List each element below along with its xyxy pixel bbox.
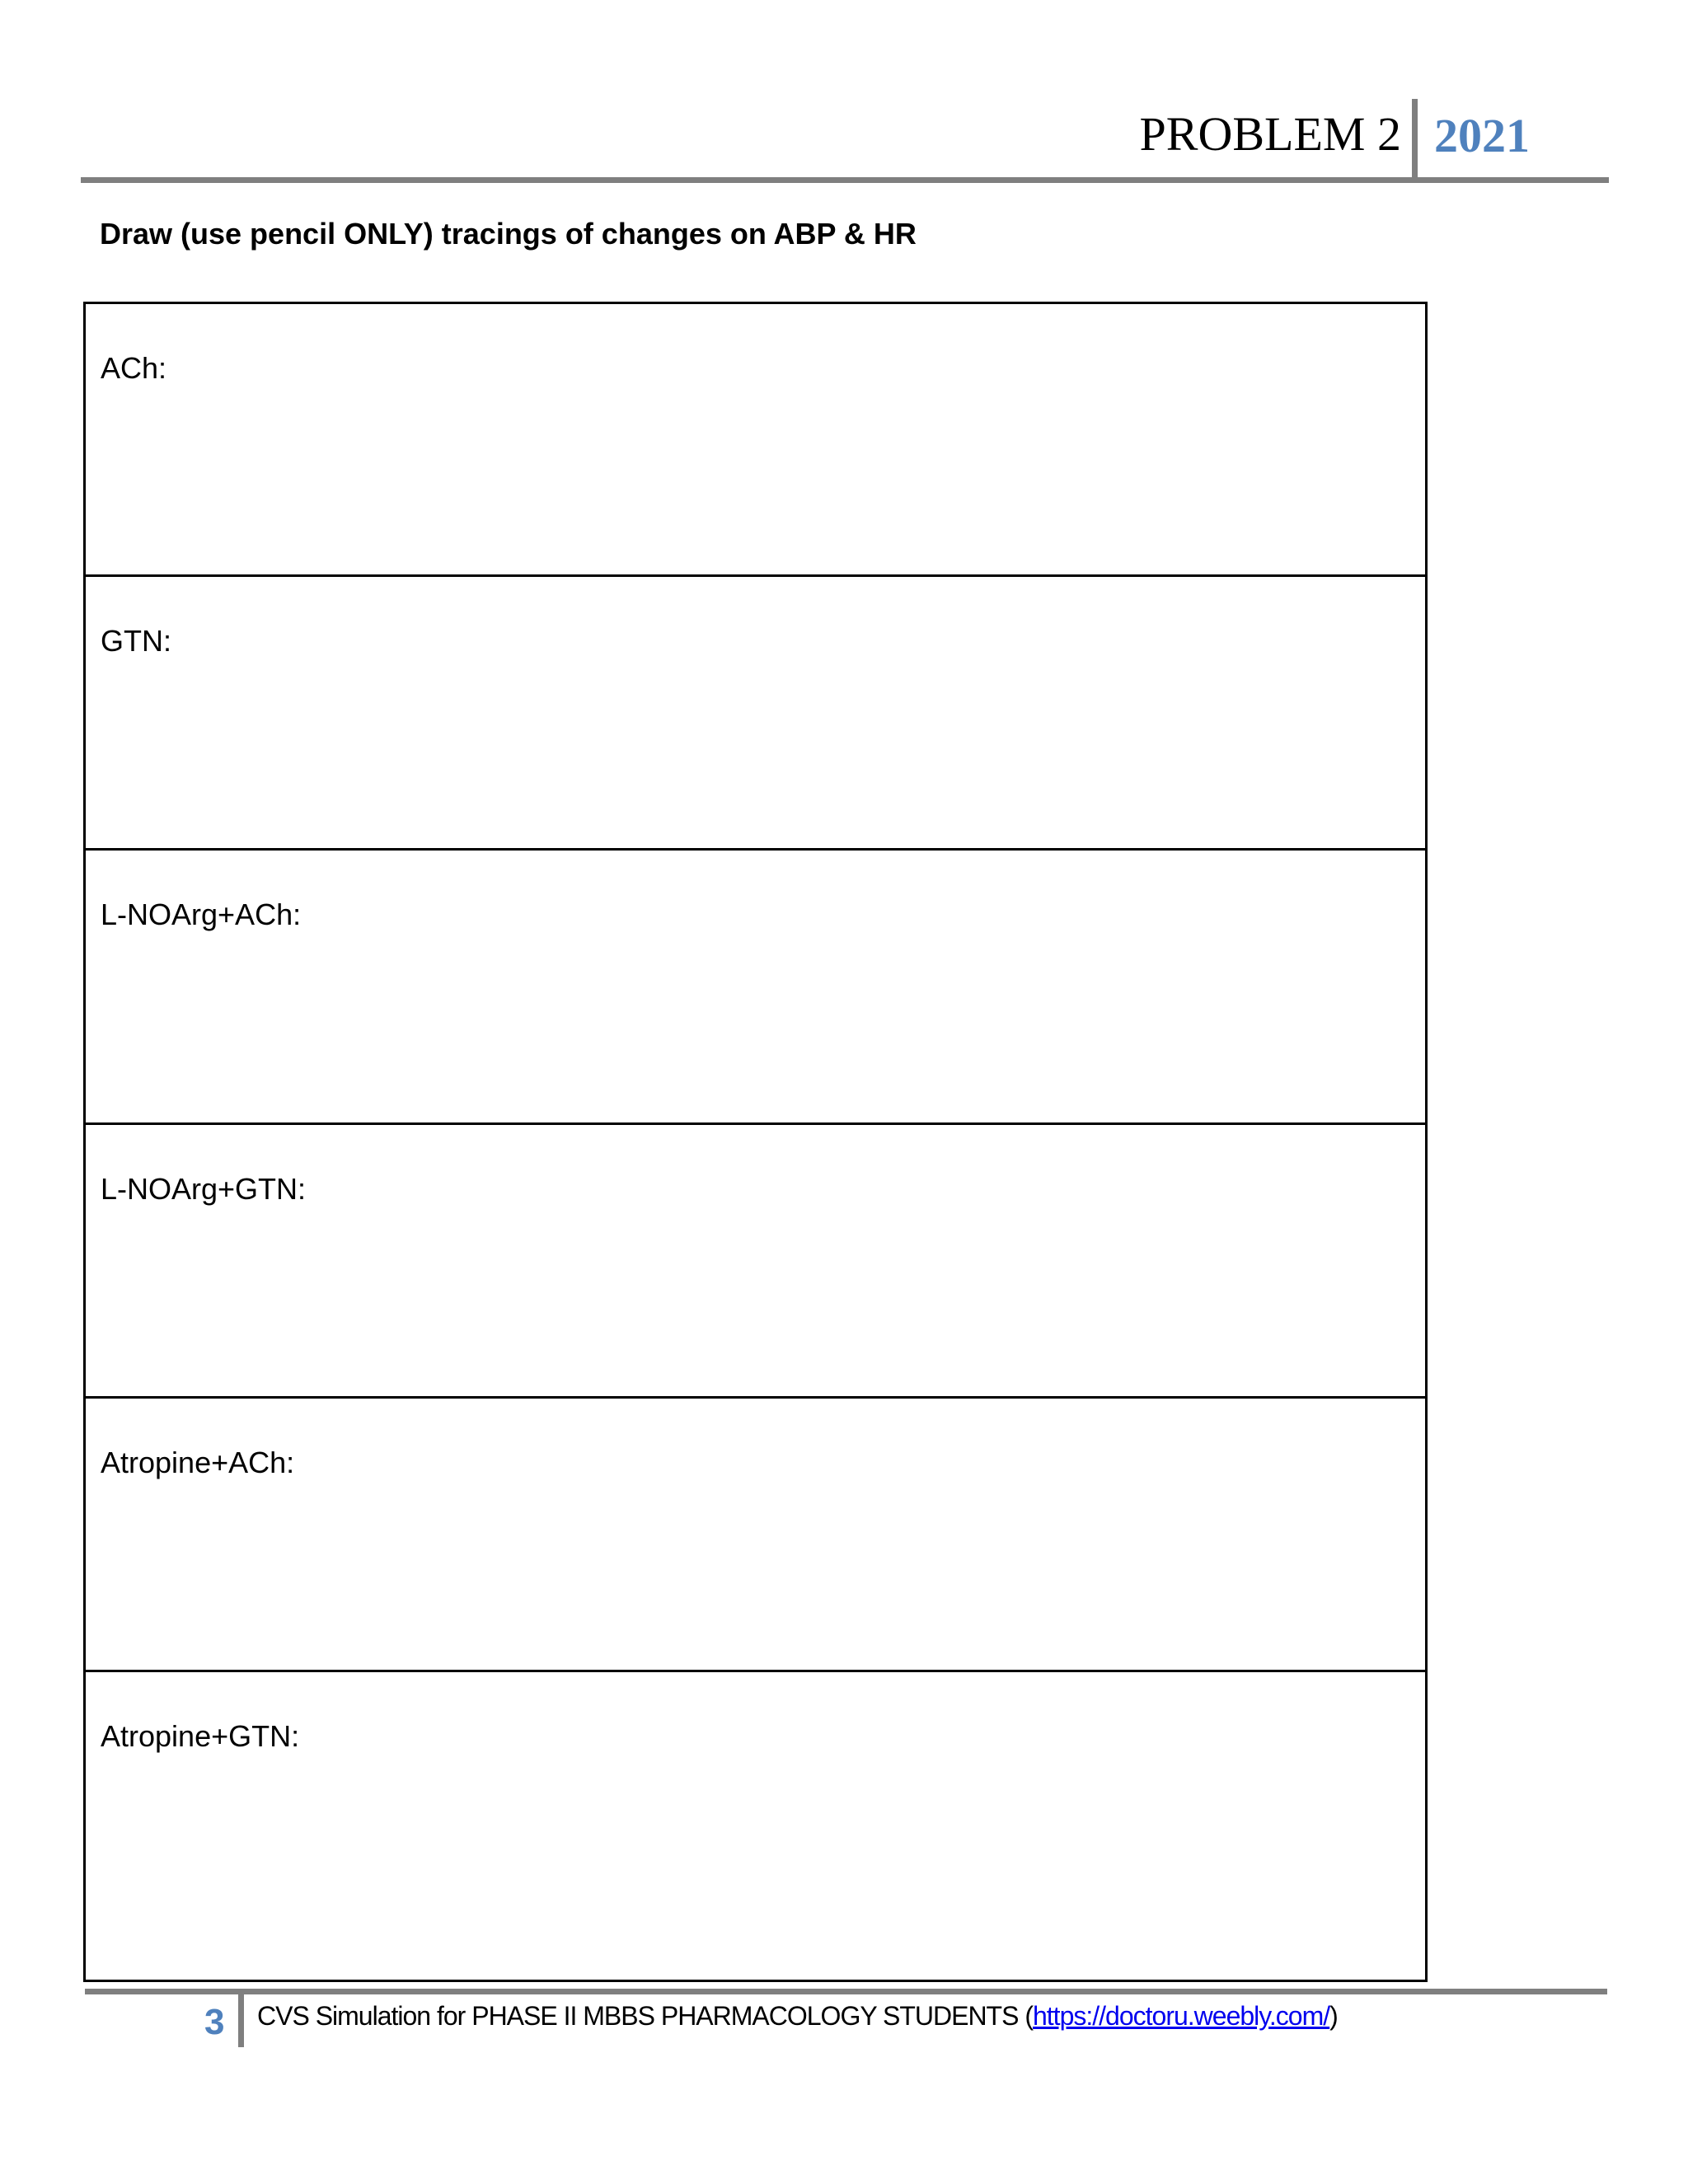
header-title: PROBLEM 2 bbox=[1139, 107, 1401, 161]
tracing-box-atropine-gtn[interactable] bbox=[86, 1672, 1425, 1980]
tracing-box-gtn[interactable] bbox=[86, 577, 1425, 851]
header-rule bbox=[81, 177, 1609, 183]
footer-link[interactable]: https://doctoru.weebly.com/ bbox=[1032, 2001, 1330, 2031]
tracing-table bbox=[83, 302, 1428, 1982]
tracing-box-atropine-ach[interactable] bbox=[86, 1399, 1425, 1672]
footer-text bbox=[257, 1998, 1338, 2034]
tracing-box-ach[interactable] bbox=[86, 304, 1425, 577]
footer-text-prefix: CVS Simulation for PHASE II MBBS PHARMACOLOGY STUDENTS ( bbox=[257, 2001, 1033, 2031]
tracing-label: Atropine+ACh: bbox=[101, 1446, 295, 1479]
tracing-label: Atropine+GTN: bbox=[101, 1719, 300, 1753]
page-header bbox=[0, 0, 1688, 190]
tracing-box-lnoarg-ach[interactable] bbox=[86, 851, 1425, 1125]
footer-text-suffix: ) bbox=[1329, 2001, 1338, 2031]
tracing-box-lnoarg-gtn[interactable] bbox=[86, 1125, 1425, 1399]
tracing-label: ACh: bbox=[101, 351, 167, 385]
tracing-label: L-NOArg+GTN: bbox=[101, 1172, 307, 1206]
header-separator bbox=[1412, 99, 1418, 180]
tracing-label: L-NOArg+ACh: bbox=[101, 898, 302, 931]
page-number: 3 bbox=[204, 2002, 225, 2042]
footer-rule bbox=[85, 1989, 1607, 1994]
footer-separator bbox=[238, 1993, 244, 2047]
tracing-label: GTN: bbox=[101, 624, 171, 658]
header-year: 2021 bbox=[1434, 109, 1530, 162]
instruction-text: Draw (use pencil ONLY) tracings of changes on ABP & HR bbox=[100, 217, 917, 251]
